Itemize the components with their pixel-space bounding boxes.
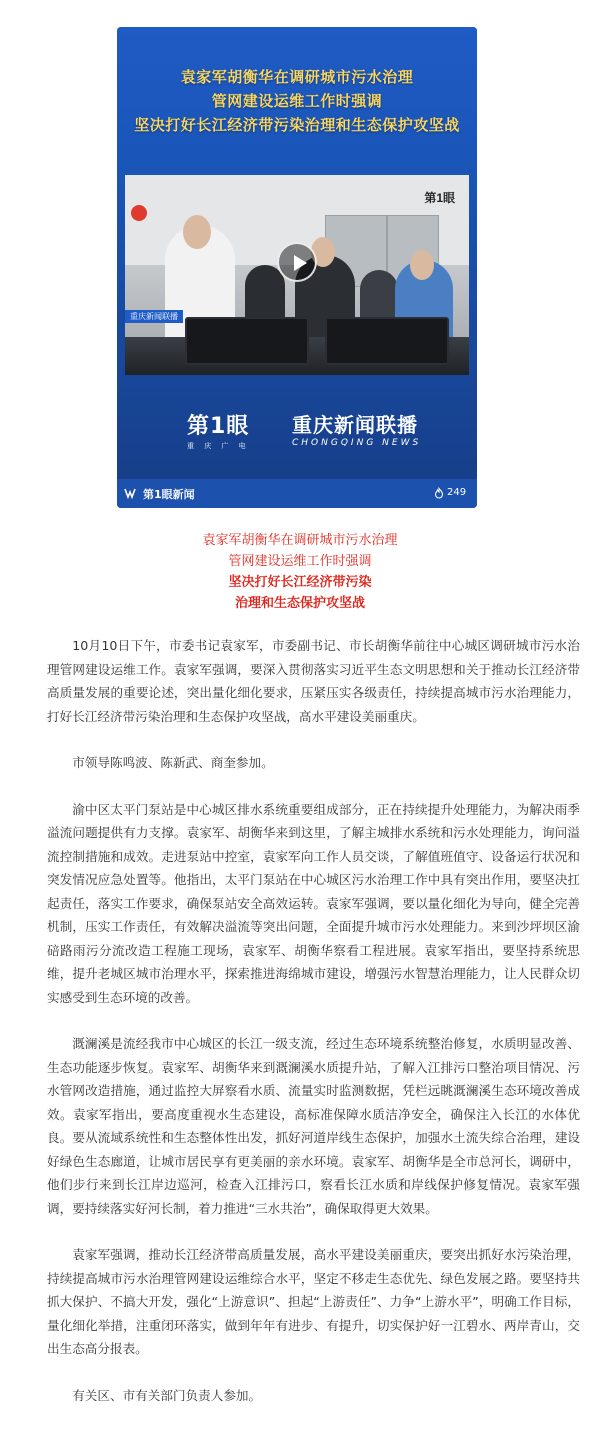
article-paragraph: 袁家军强调，推动长江经济带高质量发展，高水平建设美丽重庆，要突出抓好水污染治理，持续提高城市污水治理管网建设运维综合水平，坚定不移走生态优先、绿色发展之路。要坚持共抓大保护、不搞大开发，强化“上游意识”、担起“上游责任”、力争“上游水平”，明确工作目标，量化细化举措，注重闭环落实，做到年年有进步、有提升，切实保护好一江碧水、两岸青山，交出生态高分报表。	[47, 1247, 580, 1356]
article-headline	[0, 530, 600, 614]
article-paragraph: 渝中区太平门泵站是中心城区排水系统重要组成部分，正在持续提升处理能力，为解决雨季溢流问题提供有力支撑。袁家军、胡衡华来到这里，了解主城排水系统和污水处理能力，询问溢流控制措施和成效。走进泵站中控室，袁家军向工作人员交谈，了解值班值守、设备运行状况和突发情况应急处置等。他指出，太平门泵站在中心城区污水治理工作中具有突出作用，要坚决扛起责任，落实工作要求，确保泵站安全高效运转。袁家军强调，要以量化细化为导向，健全完善机制，压实工作责任，有效解决溢流等突出问题，全面提升城市污水处理能力。来到沙坪坝区渝碚路雨污分流改造工程施工现场，袁家军、胡衡华察看工程进展。袁家军指出，要坚持系统思维，提升老城区城市治理水平，探索推进海绵城市建设，增强污水智慧治理能力，让人民群众切实感受到生态环境的改善。	[47, 801, 580, 1005]
brand-left-text: 第1眼	[187, 414, 250, 439]
video-title-line: 袁家军胡衡华在调研城市污水治理	[180, 68, 414, 86]
brand-left-sub: 重 庆 广 电	[187, 442, 250, 450]
video-title-line: 坚决打好长江经济带污染治理和生态保护攻坚战	[134, 116, 460, 134]
channel-name[interactable]: 第1眼新闻	[143, 488, 195, 501]
scene-monitor	[185, 317, 309, 365]
channel-logo-icon[interactable]	[124, 487, 136, 499]
article-paragraph: 市领导陈鸣波、陈新武、商奎参加。	[72, 755, 274, 770]
brand-right-cn: 重庆新闻联播	[292, 413, 418, 437]
video-title	[117, 65, 477, 137]
article-paragraph: 10月10日下午，市委书记袁家军，市委副书记、市长胡衡华前往中心城区调研城市污水治理管网建设运维工作。袁家军强调，要深入贯彻落实习近平生态文明思想和关于推动长江经济带高质量发展的重要论述，突出量化细化要求，压紧压实各级责任，持续提高城市污水治理能力，打好长江经济带污染治理和生态保护攻坚战，高水平建设美丽重庆。	[47, 638, 580, 724]
headline-line: 袁家军胡衡华在调研城市污水治理	[202, 533, 398, 548]
scene-monitor	[325, 317, 449, 365]
like-count: 249	[447, 487, 467, 498]
headline-strong-line: 治理和生态保护攻坚战	[234, 596, 365, 611]
video-card[interactable]	[117, 27, 477, 508]
video-footer	[117, 479, 477, 508]
brand-right-en: CHONGQING NEWS	[292, 438, 422, 448]
person-head	[183, 215, 211, 249]
article-paragraph: 溉澜溪是流经我市中心城区的长江一级支流，经过生态环境系统整治修复，水质明显改善、生态功能逐步恢复。袁家军、胡衡华来到溉澜溪水质提升站，了解入江排污口整治项目情况、污水管网改造措施，通过监控大屏察看水质、流量实时监测数据，凭栏远眺溉澜溪生态环境改善成效。袁家军指出，要高度重视水生态建设，高标准保障水质洁净安全，确保注入长江的水体优良。要从流域系统性和生态整体性出发，抓好河道岸线生态保护，加强水土流失综合治理，建设好绿色生态廊道，让城市居民享有更美丽的亲水环境。袁家军、胡衡华是全市总河长，调研中，他们步行来到长江岸边巡河，检查入江排污口，察看长江水质和岸线保护修复情况。袁家军强调，要持续落实好河长制，着力推进“三水共治”，确保取得更大效果。	[47, 1036, 580, 1216]
video-thumbnail[interactable]	[117, 27, 477, 479]
brand-left	[187, 409, 250, 451]
video-title-line: 管网建设运维工作时强调	[211, 92, 383, 110]
station-logo-icon	[131, 205, 147, 221]
brand-right	[292, 409, 421, 448]
like-icon[interactable]	[433, 487, 445, 499]
article-paragraph: 有关区、市有关部门负责人参加。	[72, 1387, 262, 1403]
headline-line: 管网建设运维工作时强调	[228, 554, 372, 569]
scene-brand: 第1眼	[424, 191, 455, 205]
broadcaster-branding	[117, 405, 477, 465]
person-head	[410, 250, 434, 280]
article-body	[47, 634, 580, 1430]
play-icon[interactable]	[277, 242, 317, 282]
scene-tag: 重庆新闻联播	[125, 310, 183, 323]
headline-strong-line: 坚决打好长江经济带污染	[228, 575, 372, 590]
